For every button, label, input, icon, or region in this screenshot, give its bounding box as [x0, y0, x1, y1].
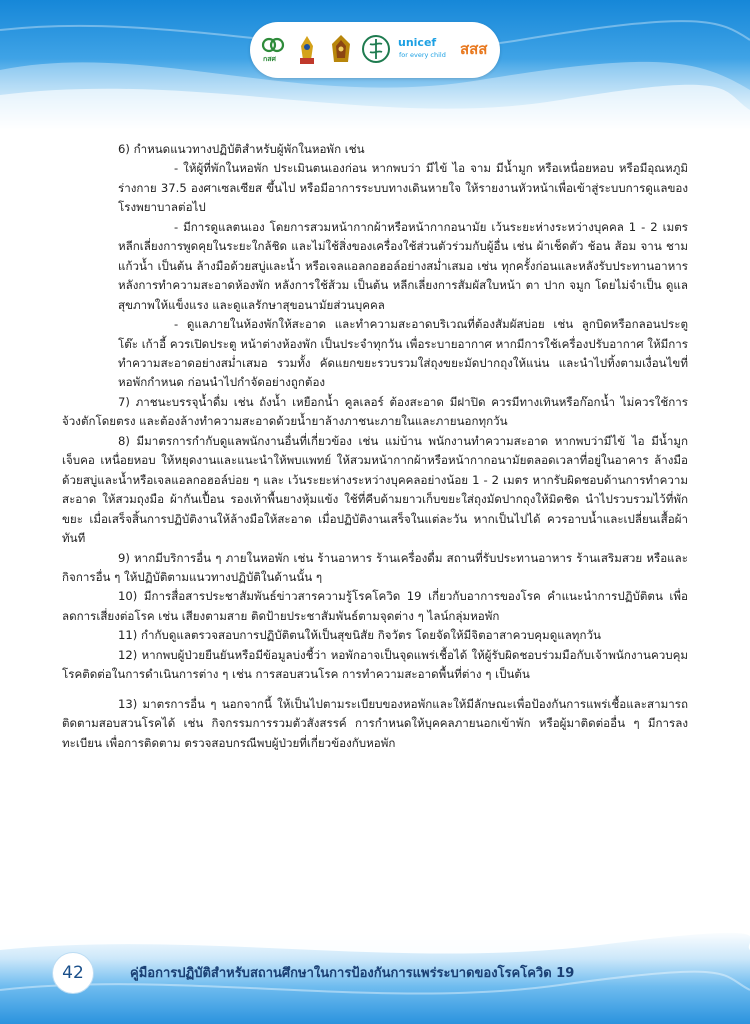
paragraph-8: 8) มีมาตรการกำกับดูแลพนักงานอื่นที่เกี่ยวข้อง เช่น แม่บ้าน พนักงานทำความสะอาด หากพบว่ามีไข้ ไอ มีน้ำมูก เจ็บคอ เหนื่อยหอบ ให้หยุดงานและแนะนำให้พบแพทย์ ให้สวมหน้ากากผ้าหรือหน้ากากอนามัยตลอดเวลาที่อยู่ในอาคาร ล้างมือด้วยสบู่และน้ำหรือเจลแอลกอฮอล์บ่อย ๆ และ เว้นระยะห่างระหว่างบุคคลอย่างน้อย 1 - 2 เมตร หากรับผิดชอบด้านการทำความสะอาด ให้สวมถุงมือ ผ้ากันเปื้อน รองเท้าพื้นยางหุ้มแข้ง ใช้ที่คีบด้ามยาวเก็บขยะใส่ถุงมัดปากถุงให้มิดชิด นำไปรวบรวมไว้ที่พักขยะ เมื่อเสร็จสิ้นการปฏิบัติงานให้ล้างมือให้สะอาด เมื่อปฏิบัติงานเสร็จในแต่ละวัน หากเป็นไปได้ ควรอาบน้ำและเปลี่ยนเสื้อผ้าทันที: [62, 433, 688, 546]
ministry-of-public-health-logo: [362, 34, 390, 64]
header-banner: [0, 0, 750, 130]
paragraph-10: 10) มีการสื่อสารประชาสัมพันธ์ข่าวสารความรู้โรคโควิด 19 เกี่ยวกับอาการของโรค คำแนะนำการปฏิบัติตน เพื่อลดการเสี่ยงต่อโรค เช่น เสียงตามสาย ติดป้ายประชาสัมพันธ์ตามจุดต่าง ๆ ไลน์กลุ่มหอพัก: [62, 589, 688, 623]
page-number: 42: [52, 952, 94, 994]
thaihealth-logo: สสส: [460, 40, 488, 58]
moe-emblem-logo: [328, 34, 354, 64]
unicef-logo: unicef for every child: [398, 36, 446, 59]
paragraph-7: 7) ภาชนะบรรจุน้ำดื่ม เช่น ถังน้ำ เหยือกน้ำ คูลเลอร์ ต้องสะอาด มีฝาปิด ควรมีทางเทินหรือก๊อกน้ำ ไม่ควรใช้การจ้วงตักโดยตรง และต้องล้างทำความสะอาดด้วยน้ำยาล้างภาชนะภายในและภายนอกทุกวัน: [62, 394, 688, 429]
thai-cabinet-logo: [294, 34, 320, 64]
paragraph-9: 9) หากมีบริการอื่น ๆ ภายในหอพัก เช่น ร้านอาหาร ร้านเครื่องดื่ม สถานที่รับประทานอาหาร ร้านเสริมสวย หรือและกิจการอื่น ๆ ให้ปฏิบัติตามแนวทางปฏิบัติในด้านนั้น ๆ: [62, 550, 688, 584]
paragraph-6a: - ให้ผู้ที่พักในหอพัก ประเมินตนเองก่อน หากพบว่า มีไข้ ไอ จาม มีน้ำมูก หรือเหนื่อยหอบ หรือมีอุณหภูมิร่างกาย 37.5 องศาเซลเซียส ขึ้นไป หรือมีอาการระบบทางเดินหายใจ ให้รายงานหัวหน้าเพื่อเข้าสู่ระบบการดูแลของโรงพยาบาลต่อไป: [118, 161, 688, 215]
paragraph-gap: [62, 685, 688, 695]
paragraph-12: 12) หากพบผู้ป่วยยืนยันหรือมีข้อมูลบ่งชี้ว่า หอพักอาจเป็นจุดแพร่เชื้อได้ ให้ผู้รับผิดชอบร่วมมือกับเจ้าพนักงานควบคุมโรคติดต่อในการดำเนินการต่าง ๆ เช่น การสอบสวนโรค การทำความสะอาดพื้นที่ต่าง ๆ เป็นต้น: [62, 647, 688, 682]
dept-of-health-logo: กสศ: [260, 34, 286, 64]
paragraph-13: 13) มาตรการอื่น ๆ นอกจากนี้ ให้เป็นไปตามระเบียบของหอพักและให้มีลักษณะเพื่อป้องกันการแพร่เชื้อและสามารถติดตามสอบสวนโรคได้ เช่น กิจกรรมการรวมตัวสังสรรค์ การกำหนดให้บุคคลภายนอกเข้าพัก หรือผู้มาติดต่ออื่น ๆ มีการลงทะเบียน เพื่อการติดตาม ตรวจสอบกรณีพบผู้ป่วยที่เกี่ยวข้องกับหอพัก: [62, 696, 688, 750]
paragraph-6c: - ดูแลภายในห้องพักให้สะอาด และทำความสะอาดบริเวณที่ต้องสัมผัสบ่อย เช่น ลูกบิดหรือกลอนประตูโต๊ะ เก้าอี้ ควรเปิดประตู หน้าต่างห้องพัก เป็นประจำทุกวัน เพื่อระบายอากาศ หากมีการใช้เครื่องปรับอากาศ ให้มีการทำความสะอาดอย่างสม่ำเสมอ รวมทั้ง คัดแยกขยะรวบรวมใส่ถุงขยะมัดปากถุงให้แน่น และนำไปทิ้งตามเงื่อนไขที่หอพักกำหนด ก่อนนำไปกำจัดอย่างถูกต้อง: [118, 317, 688, 390]
document-body: [62, 140, 688, 753]
paragraph-6b: - มีการดูแลตนเอง โดยการสวมหน้ากากผ้าหรือหน้ากากอนามัย เว้นระยะห่างระหว่างบุคคล 1 - 2 เมตร หลีกเลี่ยงการพูดคุยในระยะใกล้ชิด และไม่ใช้สิ่งของเครื่องใช้ส่วนตัวร่วมกับผู้อื่น เช่น ผ้าเช็ดตัว ช้อน ส้อม จาน ชาม แก้วน้ำ เป็นต้น ล้างมือด้วยสบู่และน้ำ หรือเจลแอลกอฮอล์อย่างสม่ำเสมอ เช่น ทุกครั้งก่อนและหลังรับประทานอาหาร หลังการทำความสะอาดห้องพัก หลังการใช้ส้วม เป็นต้น หลีกเลี่ยงการสัมผัสใบหน้า ตา ปาก จมูก โดยไม่จำเป็น ดูแลสุขภาพให้แข็งแรง และดูแลรักษาสุขอนามัยส่วนบุคคล: [118, 219, 689, 312]
section-6: [62, 140, 688, 393]
section-6-title: 6) กำหนดแนวทางปฏิบัติสำหรับผู้พักในหอพัก เช่น: [118, 142, 365, 156]
logo-strip: [250, 22, 500, 78]
paragraph-11: 11) กำกับดูแลตรวจสอบการปฏิบัติตนให้เป็นสุขนิสัย กิจวัตร โดยจัดให้มีจิตอาสาควบคุมดูแลทุกวัน: [118, 628, 601, 643]
footer-title: คู่มือการปฏิบัติสำหรับสถานศึกษาในการป้องกันการแพร่ระบาดของโรคโควิด 19: [130, 966, 575, 981]
